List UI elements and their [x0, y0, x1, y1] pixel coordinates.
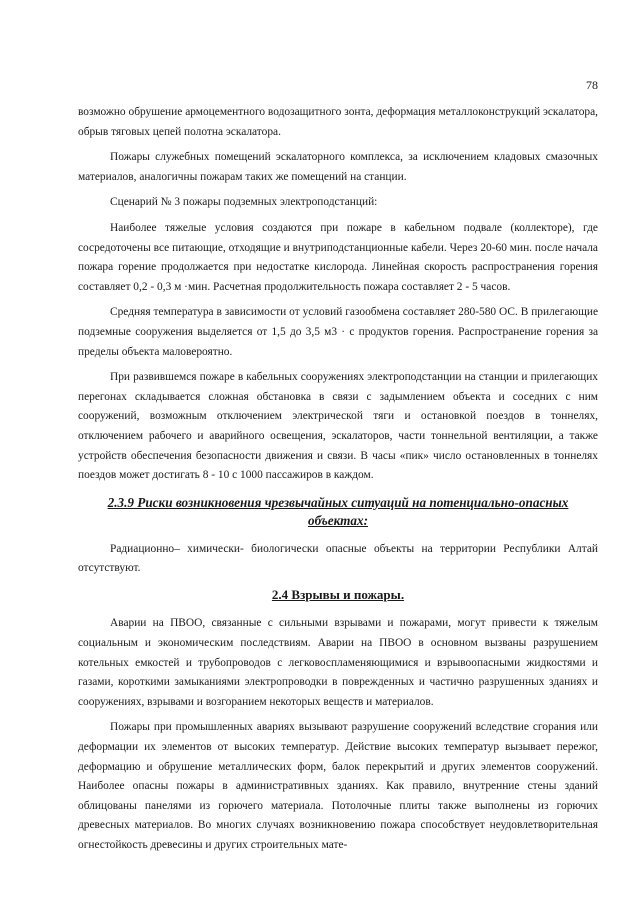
- paragraph-service-rooms: Пожары служебных помещений эскалаторного комплекса, за исключением кладовых смазочных материалов, аналогичны пожарам таких же помещений на станции.: [78, 151, 598, 183]
- section-heading-2-3-9: 2.3.9 Риски возникновения чрезвычайных ситуаций на потенциально-опасных объектах:: [107, 494, 569, 528]
- paragraph-hazardous-objects: Радиационно– химически- биологически опасные объекты на территории Республики Алтай отсутствуют.: [78, 542, 598, 575]
- section-heading-2-4: 2.4 Взрывы и пожары.: [271, 586, 405, 602]
- page-number: 78: [586, 78, 598, 92]
- paragraph-developed-fire: При развившемся пожаре в кабельных сооружениях электроподстанции на станции и прилегающих перегонах складывается сложная обстановка в связи с задымлением объекта и соседних с ним сооружений, возможным отключением электрической тяги и остановкой поездов в тоннелях, отключением рабочего и аварийного освещения, эскалаторов, части тоннельной вентиляции, а также устройств обеспечения безопасности движения и связи. В часы «пик» число остановленных в тоннелях поездов может достигать 8 - 10 с 1000 пассажиров в каждом.: [78, 371, 598, 482]
- paragraph-cable-basement: Наиболее тяжелые условия создаются при пожаре в кабельном подвале (коллекторе), где сосредоточены все питающие, отходящие и внутриподстанционные кабели. Через 20-60 мин. после начала пожара горение продолжается при недостатке кислорода. Линейная скорость распространения горения составляет 0,2 - 0,3 м ·мин. Расчетная продолжительность пожара составляет 2 - 5 часов.: [78, 221, 598, 293]
- paragraph-industrial-fires: Пожары при промышленных авариях вызывают разрушение сооружений вследствие сгорания или деформации их элементов от высоких температур. Действие высоких температур вызывает пережог, деформацию и обрушение металлических форм, балок перекрытий и других элементов сооружений. Наиболее опасны пожары в административных зданиях. Как правило, внутренние стены зданий облицованы панелями из горючего материала. Потолочные плиты также выполнены из горючих древесных материалов. Во многих случаях возникновению пожара способствует неудовлетворительная огнестойкость древесины и других строительных мате-: [78, 721, 598, 851]
- document-body: [78, 103, 598, 856]
- paragraph-average-temperature: Средняя температура в зависимости от условий газообмена составляет 280-580 ОС. В прилегающие подземные сооружения выделяется от 1,5 до 3,5 м3 · с продуктов горения. Распространение горения за пределы объекта маловероятно.: [78, 306, 598, 358]
- paragraph-escalator-collapse: возможно обрушение армоцементного водозащитного зонта, деформация металлоконструкций эскалатора, обрыв тяговых цепей полотна эскалатора.: [78, 106, 598, 138]
- paragraph-scenario-3: Сценарий № 3 пожары подземных электроподстанций:: [110, 196, 378, 209]
- paragraph-accidents-pvoo: Аварии на ПВОО, связанные с сильными взрывами и пожарами, могут привести к тяжелым социальным и экономическим последствиям. Аварии на ПВОО в основном вызваны разрушением котельных емкостей и трубопроводов с легковоспламеняющимися и взрывоопасными жидкостями и газами, короткими замыканиями электропроводки в поврежденных и частично разрушенных зданиях и сооружениях, взрывами и возгоранием некоторых веществ и материалов.: [78, 617, 598, 708]
